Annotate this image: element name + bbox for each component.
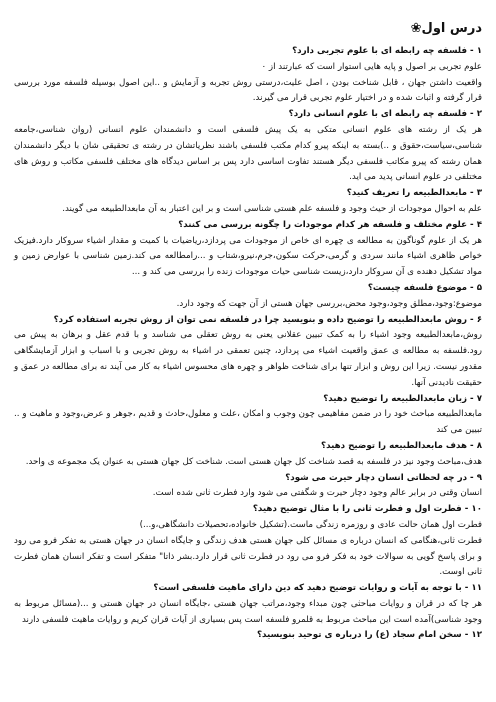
question-text: ۸ - هدف مابعدالطبیعه را توضیح دهید؟ (321, 440, 482, 451)
answer-text: علم به احوال موجودات از حیث وجود و فلسفه علم هستی شناسی است و بر این اعتبار به آن مابعدالطبیعه می گویند. (62, 203, 482, 214)
answer-text: انسان وقتی در برابر عالم وجود دچار حیرت و شگفتی می شود وارد فطرت ثانی شده است. (152, 488, 482, 499)
answer-text: فطرت ثانی،هنگامی که انسان درباره ی مسائل کلی جهان هستی هدف زندگی و جایگاه انسان در جهان هستی به تفکر فرو می رود و برای پاسخ گویی به سوالات خود به فکر فرو می رود در فطرت ثانی قرار دارد.بشر ذاتا" متفکر است و تفکر انسان همان فطرت ثانی اوست. (14, 535, 482, 578)
answer-text: علوم تجربی بر اصول و پایه هایی استوار است که عبارتند از ۰ (261, 61, 482, 72)
answer-text: هر یک از رشته های علوم انسانی متکی به یک پیش فلسفی است و دانشمندان علوم انسانی (روان شناسی،جامعه شناسی،سیاست،حقوق و ..)بسته به اینکه پیرو کدام مکتب فلسفی باشند نظریاتشان در رشته ی تحقیقی شان با دیگر دانشمندان همان رشته که پیرو مکاتب فلسفی دیگر هستند تفاوت اساسی دارد پس بر اساس دیدگاه های مختلف فلسفی مکاتب و روش های مختلفی در علوم انسانی پدید می اید. (14, 124, 482, 183)
question-text: ۷ - زبان مابعدالطبیعه را توضیح دهید؟ (323, 393, 482, 404)
answer-text: موضوع:وجود،مطلق وجود،وجود محض،بررسی جهان هستی از آن جهت که وجود دارد. (176, 298, 482, 309)
answer-text: واقعیت داشتن جهان ، قابل شناخت بودن ، اصل علیت،درستی روش تجربه و آزمایش و ..این اصول بوسیله فلسفه مورد بررسی قرار گرفته و اثبات شده و در اختیار علوم تجربی قرار می گیرند. (14, 77, 482, 104)
question-text: ۱۲ - سخن امام سجاد (ع) را درباره ی توحید بنویسید؟ (256, 630, 482, 641)
lesson-title: درس اول❀ (410, 21, 482, 36)
question-text: ۲ - فلسفه چه رابطه ای با علوم انسانی دارد؟ (288, 109, 482, 120)
question-text: ۱۱ - با توجه به آیات و روایات توضیح دهید که دین دارای ماهیت فلسفی است؟ (153, 583, 482, 594)
answer-text: هدف،مباحث وجود نیز در فلسفه به قصد شناخت کل جهان هستی است. شناخت کل جهان هستی به عنوان یک مجموعه ی واحد. (25, 456, 482, 467)
question-text: ۶ - روش مابعدالطبیعه را توضیح داده و بنویسید چرا در فلسفه نمی توان از روش تجربه استفاده کرد؟ (53, 314, 482, 325)
question-text: ۱ - فلسفه چه رابطه ای با علوم تجربی دارد؟ (292, 46, 482, 56)
question-text: ۵ - موضوع فلسفه چیست؟ (367, 282, 482, 293)
answer-text: هر یک از علوم گوناگون به مطالعه ی چهره ای خاص از موجودات می پردازد،ریاضیات با کمیت و مقدار اشیاء سروکار دارد.فیزیک خواص ظاهری اشیاء مانند سردی و گرمی،حرکت سکون،جرم،نیرو،شتاب و ...رامطالعه می کند.زمین شناسی با عوارض زمین و مواد تشکیل دهنده ی آن سروکار دارد،زیست شناسی حیات موجودات زنده را بررسی می کند و ... (14, 235, 482, 278)
answer-text: هر چا که در قران و روایات مباحثی چون مبداء وجود،مراتب جهان هستی ،جایگاه انسان در جهان هستی و ...(مسائل مربوط به وجود شناسی)آمده است این مباحث مربوط به قلمرو فلسفه است پس بسیاری از آیات قران کریم و روایات ماهیت فلسفی دارند (14, 598, 482, 625)
answer-text: روش،مابعدالطبیعه وجود اشیاء را به کمک تبیین عقلانی یعنی به روش تعقلی می شناسد و با قدم عقل و برهان به پیش می رود.فلسفه به مطالعه ی عمق واقعیت اشیاء می پردازد، چنین تعمقی در اشیاء به روش تجربی و با اسباب و ابزار آزمایشگاهی مقدور نیست. زیرا این روش و ابزار تنها برای شناخت ظواهر و چهره های محسوس اشیاء به کار می آیند نه برای مطالعه در عمق و حقیقت نادیدنی آنها. (14, 330, 482, 388)
answer-text: فطرت اول همان حالت عادی و روزمره زندگی ماست.(تشکیل خانواده،تحصیلات دانشگاهی،و...) (139, 519, 482, 530)
content-body (14, 44, 482, 644)
question-text: ۳ - مابعدالطبیعه را تعریف کنید؟ (346, 188, 482, 199)
question-text: ۱۰ - فطرت اول و فطرت ثانی را با مثال توضیح دهید؟ (252, 504, 482, 515)
question-text: ۴ - علوم مختلف و فلسفه هر کدام موجودات را چگونه بررسی می کنند؟ (178, 219, 482, 230)
question-text: ۹ - در چه لحظاتی انسان دچار حیرت می شود؟ (285, 472, 482, 483)
answer-text: مابعدالطبیعه مباحث خود را در ضمن مفاهیمی چون وجوب و امکان ،علت و معلول،حادث و قدیم ،جوهر و عرض،وجود و ماهیت و .. تبیین می کند (14, 409, 482, 436)
